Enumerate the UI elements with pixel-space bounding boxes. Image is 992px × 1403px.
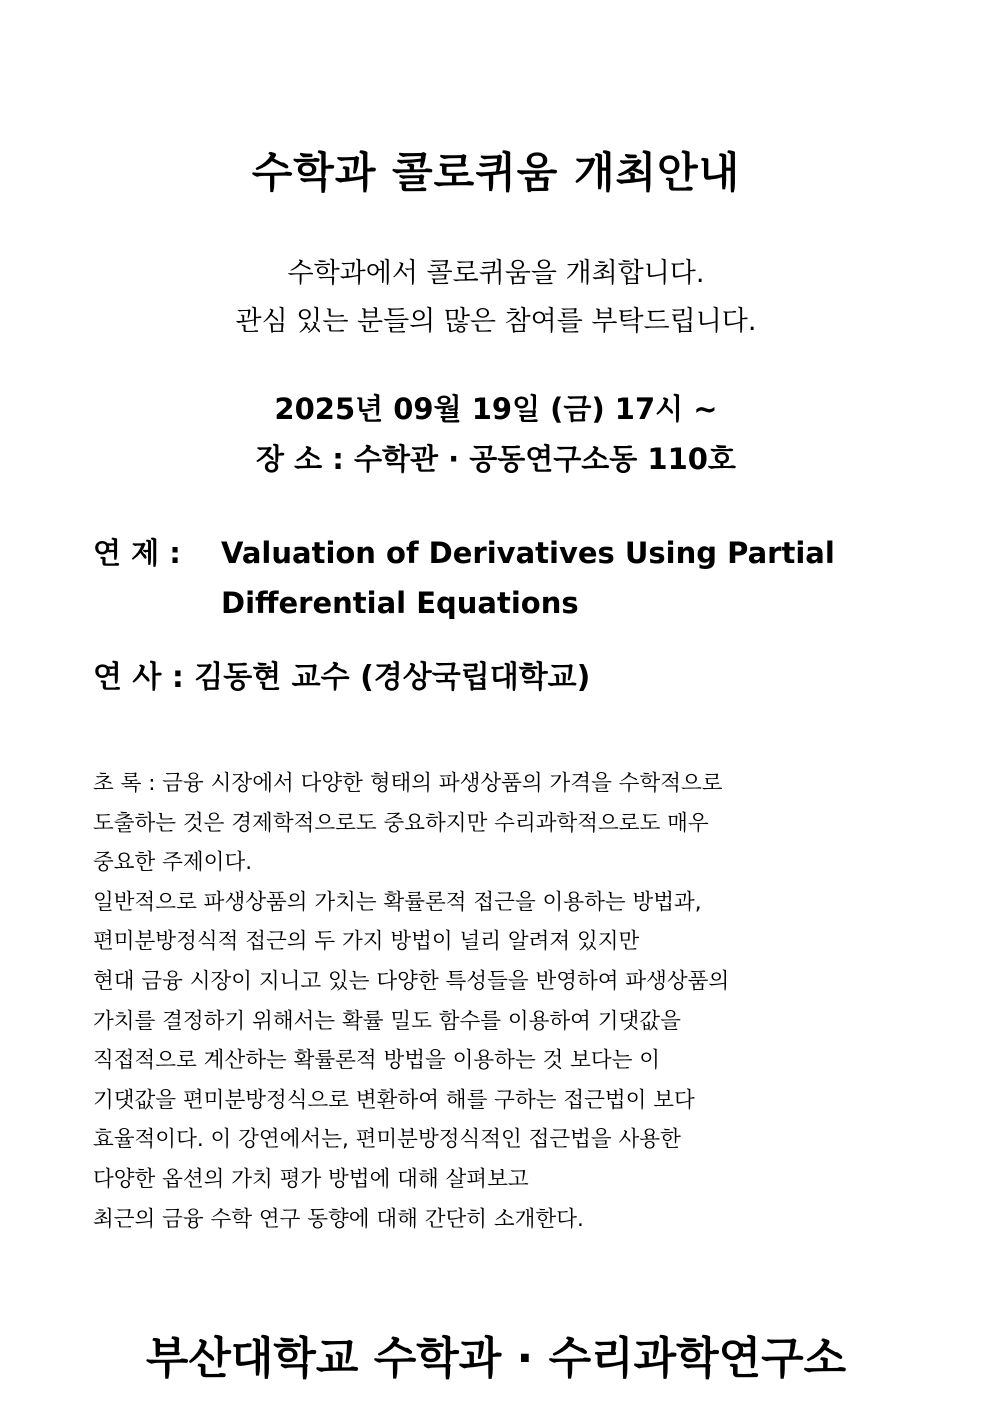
abstract-line: 직접적으로 계산하는 확률론적 방법을 이용하는 것 보다는 이 xyxy=(93,1048,661,1074)
topic-label: 연 제 : xyxy=(93,536,181,570)
abstract-line: 효율적이다. 이 강연에서는, 편미분방정식적인 접근법을 사용한 xyxy=(93,1127,681,1153)
abstract-line: 일반적으로 파생상품의 가치는 확률론적 접근을 이용하는 방법과, xyxy=(93,889,702,915)
abstract-line: 도출하는 것은 경제학적으로도 중요하지만 수리과학적으로도 매우 xyxy=(93,810,709,836)
abstract-line: 최근의 금융 수학 연구 동향에 대해 간단히 소개한다. xyxy=(93,1206,584,1232)
event-datetime: 2025년 09월 19일 (금) 17시 ~ xyxy=(274,392,718,426)
abstract-line: 기댓값을 편미분방정식으로 변환하여 해를 구하는 접근법이 보다 xyxy=(93,1087,695,1113)
abstract-line: 중요한 주제이다. xyxy=(93,850,253,876)
speaker-info: 연 사 : 김동현 교수 (경상국립대학교) xyxy=(93,660,591,695)
event-info xyxy=(0,384,992,484)
topic-title-line-2: Differential Equations xyxy=(221,586,579,620)
abstract-line: 편미분방정식적 접근의 두 가지 방법이 널리 알려져 있지만 xyxy=(93,929,640,955)
abstract-line: 초 록 : 금융 시장에서 다양한 형태의 파생상품의 가격을 수학적으로 xyxy=(93,771,723,796)
topic-title-line-1: Valuation of Derivatives Using Partial xyxy=(221,536,835,570)
talk-topic xyxy=(93,528,953,628)
abstract-line: 현대 금융 시장이 지니고 있는 다양한 특성들을 반영하여 파생상품의 xyxy=(93,968,730,994)
intro-text xyxy=(0,250,992,346)
abstract xyxy=(93,764,913,1239)
page-title: 수학과 콜로퀴움 개최안내 xyxy=(251,148,741,197)
organizer-footer: 부산대학교 수학과 · 수리과학연구소 xyxy=(145,1333,847,1384)
intro-line: 수학과에서 콜로퀴움을 개최합니다. xyxy=(287,258,705,289)
abstract-line: 다양한 옵션의 가치 평가 방법에 대해 살펴보고 xyxy=(93,1166,529,1192)
abstract-line: 가치를 결정하기 위해서는 확률 밀도 함수를 이용하여 기댓값을 xyxy=(93,1008,681,1034)
event-location: 장 소 : 수학관 · 공동연구소동 110호 xyxy=(256,442,736,476)
intro-line: 관심 있는 분들의 많은 참여를 부탁드립니다. xyxy=(235,306,757,337)
